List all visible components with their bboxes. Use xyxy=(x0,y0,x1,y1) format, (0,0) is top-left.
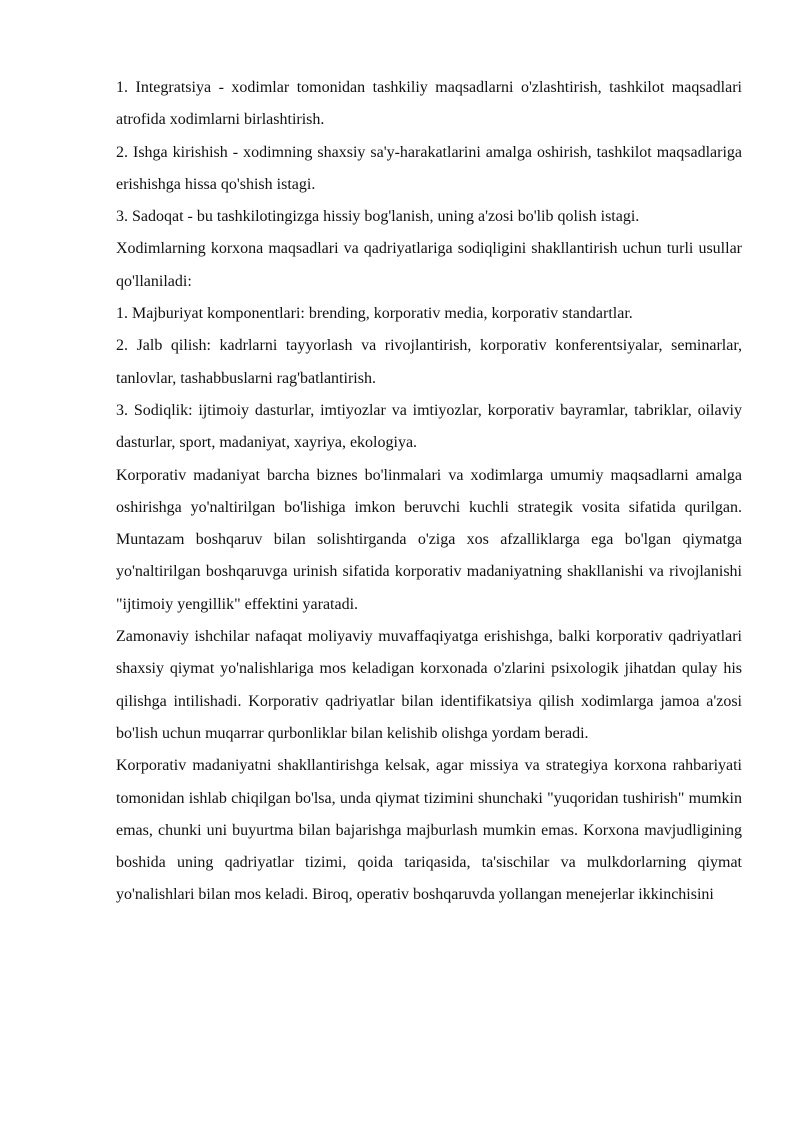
list-item-integratsiya: 1. Integratsiya - xodimlar tomonidan tashkiliy maqsadlarni o'zlashtirish, tashkilot maqsadlari atrofida xodimlarni birlashtirish. xyxy=(116,79,742,129)
paragraph-methods-intro: Xodimlarning korxona maqsadlari va qadriyatlariga sodiqligini shakllantirish uchun turli usullar qo'llaniladi: xyxy=(116,240,742,290)
list-item-sadoqat: 3. Sadoqat - bu tashkilotingizga hissiy bog'lanish, uning a'zosi bo'lib qolish istagi. xyxy=(116,208,640,226)
paragraph-modern-workers: Zamonaviy ishchilar nafaqat moliyaviy muvaffaqiyatga erishishga, balki korporativ qadriyatlari shaxsiy qiymat yo'nalishlariga mos keladigan korxonada o'zlarini psixologik jihatdan qulay his qilishga intilishadi. Korporativ qadriyatlar bilan identifikatsiya qilish xodimlarga jamoa a'zosi bo'lish uchun muqarrar qurbonliklar bilan kelishib olishga yordam beradi. xyxy=(116,628,742,742)
paragraph-value-system: Korporativ madaniyatni shakllantirishga kelsak, agar missiya va strategiya korxona rahbariyati tomonidan ishlab chiqilgan bo'lsa, unda qiymat tizimini shunchaki "yuqoridan tushirish" mumkin emas, chunki uni buyurtma bilan bajarishga majburlash mumkin emas. Korxona mavjudligining boshida uning qadriyatlar tizimi, qoida tariqasida, ta'sischilar va mulkdorlarning qiymat yo'nalishlari bilan mos keladi. Biroq, operativ boshqaruvda yollangan menejerlar ikkinchisini xyxy=(116,757,742,904)
list-item-sodiqlik: 3. Sodiqlik: ijtimoiy dasturlar, imtiyozlar va imtiyozlar, korporativ bayramlar, tabriklar, oilaviy dasturlar, sport, madaniyat, xayriya, ekologiya. xyxy=(116,401,742,452)
list-item-majburiyat: 1. Majburiyat komponentlari: brending, korporativ media, korporativ standartlar. xyxy=(116,305,633,323)
list-item-jalb-qilish: 2. Jalb qilish: kadrlarni tayyorlash va rivojlantirish, korporativ konferentsiyalar, seminarlar, tanlovlar, tashabbuslarni rag'batlantirish. xyxy=(116,337,742,387)
paragraph-corporate-culture: Korporativ madaniyat barcha biznes bo'linmalari va xodimlarga umumiy maqsadlarni amalga oshirishga yo'naltirilgan bo'lishiga imkon beruvchi kuchli strategik vosita sifatida qurilgan. Muntazam boshqaruv bilan solishtirganda o'ziga xos afzalliklarga ega bo'lgan qiymatga yo'naltirilgan boshqaruvga urinish sifatida korporativ madaniyatning shakllanishi va rivojlanishi "ijtimoiy yengillik" effektini yaratadi. xyxy=(116,466,742,613)
list-item-ishga-kirishish: 2. Ishga kirishish - xodimning shaxsiy sa'y-harakatlarini amalga oshirish, tashkilot maqsadlariga erishishga hissa qo'shish istagi. xyxy=(116,143,742,193)
document-page xyxy=(116,72,742,912)
